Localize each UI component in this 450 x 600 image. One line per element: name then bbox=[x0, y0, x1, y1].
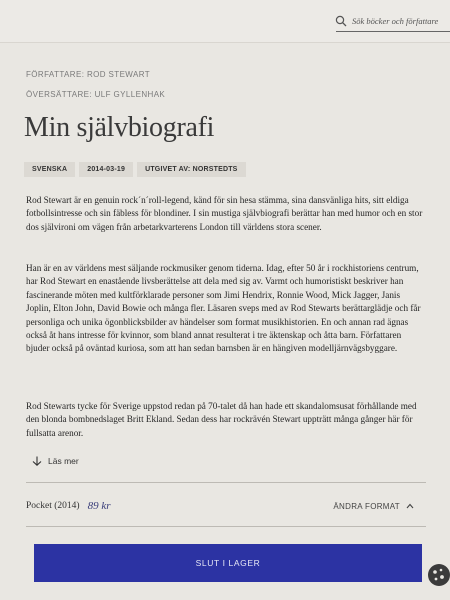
date-tag: 2014-03-19 bbox=[79, 162, 133, 177]
search-bar[interactable] bbox=[331, 10, 450, 32]
search-icon bbox=[335, 15, 347, 27]
search-input[interactable] bbox=[352, 16, 447, 26]
chevron-up-icon bbox=[406, 502, 414, 510]
format-name: Pocket (2014) bbox=[26, 501, 80, 511]
translator-line[interactable]: ÖVERSÄTTARE: ULF GYLLENHAK bbox=[26, 90, 166, 99]
top-bar bbox=[0, 0, 450, 43]
tag-list bbox=[24, 162, 246, 177]
format-row bbox=[26, 496, 426, 516]
divider bbox=[26, 526, 426, 527]
search-underline bbox=[336, 31, 450, 32]
divider bbox=[26, 482, 426, 483]
publisher-tag[interactable]: UTGIVET AV: NORSTEDTS bbox=[137, 162, 245, 177]
arrow-down-icon bbox=[32, 456, 42, 466]
description-paragraph-3: Rod Stewarts tycke för Sverige uppstod redan på 70-talet då han hade ett skandalomsusat förhållande med den blonda bombnedslaget Britt Ekland. Sedan dess har rockrävén Stewart uppträtt många gånger här för fullsatta arenor. bbox=[26, 401, 417, 438]
read-more-button[interactable] bbox=[32, 456, 79, 466]
author-line[interactable]: FÖRFATTARE: ROD STEWART bbox=[26, 70, 151, 79]
read-more-label: Läs mer bbox=[48, 456, 79, 466]
language-tag: SVENSKA bbox=[24, 162, 75, 177]
buy-button[interactable]: SLUT I LAGER bbox=[34, 544, 422, 582]
format-price: 89 kr bbox=[87, 500, 111, 512]
description-paragraph-1: Rod Stewart är en genuin rock´n´roll-legend, känd för sin hesa stämma, sina dansvänliga hits, sitt eldiga fotbollsintresse och sin fäbless för blondiner. I sin mustiga självbiografi berättar han med humor och en stor dos självironi om vägen från arbetarkvarterens London till världens stora scener. bbox=[26, 195, 423, 232]
description-paragraph-2: Han är en av världens mest säljande rockmusiker genom tiderna. Idag, efter 50 år i rockhistoriens centrum, har Rod Stewart en enastående livsberättelse att dela med sig av. Varmt och humoristiskt beskriver han fascinerande möten med kultförklarade personer som Jimi Hendrix, Ronnie Wood, Mick Jagger, Janis Joplin, Elton John, David Bowie och många fler. Läsaren sveps med av Rod Stewarts berättarglädje och får personliga och unika ögonblicksbilder av händelser som format musikhistorien. En och annan rad ägnas också åt hans intresse för kvinnor, som bland annat resulterat i tre äktenskap och åtta barn. Författaren bjuder också på oväntad kuriosa, som att han sedan barnsben är en hängiven modelljärnvägsbyggare. bbox=[26, 263, 421, 354]
page-title: Min självbiografi bbox=[24, 112, 215, 143]
change-format-button[interactable] bbox=[333, 502, 414, 511]
cookie-icon[interactable] bbox=[426, 562, 450, 588]
change-format-label: ÄNDRA FORMAT bbox=[333, 501, 400, 511]
